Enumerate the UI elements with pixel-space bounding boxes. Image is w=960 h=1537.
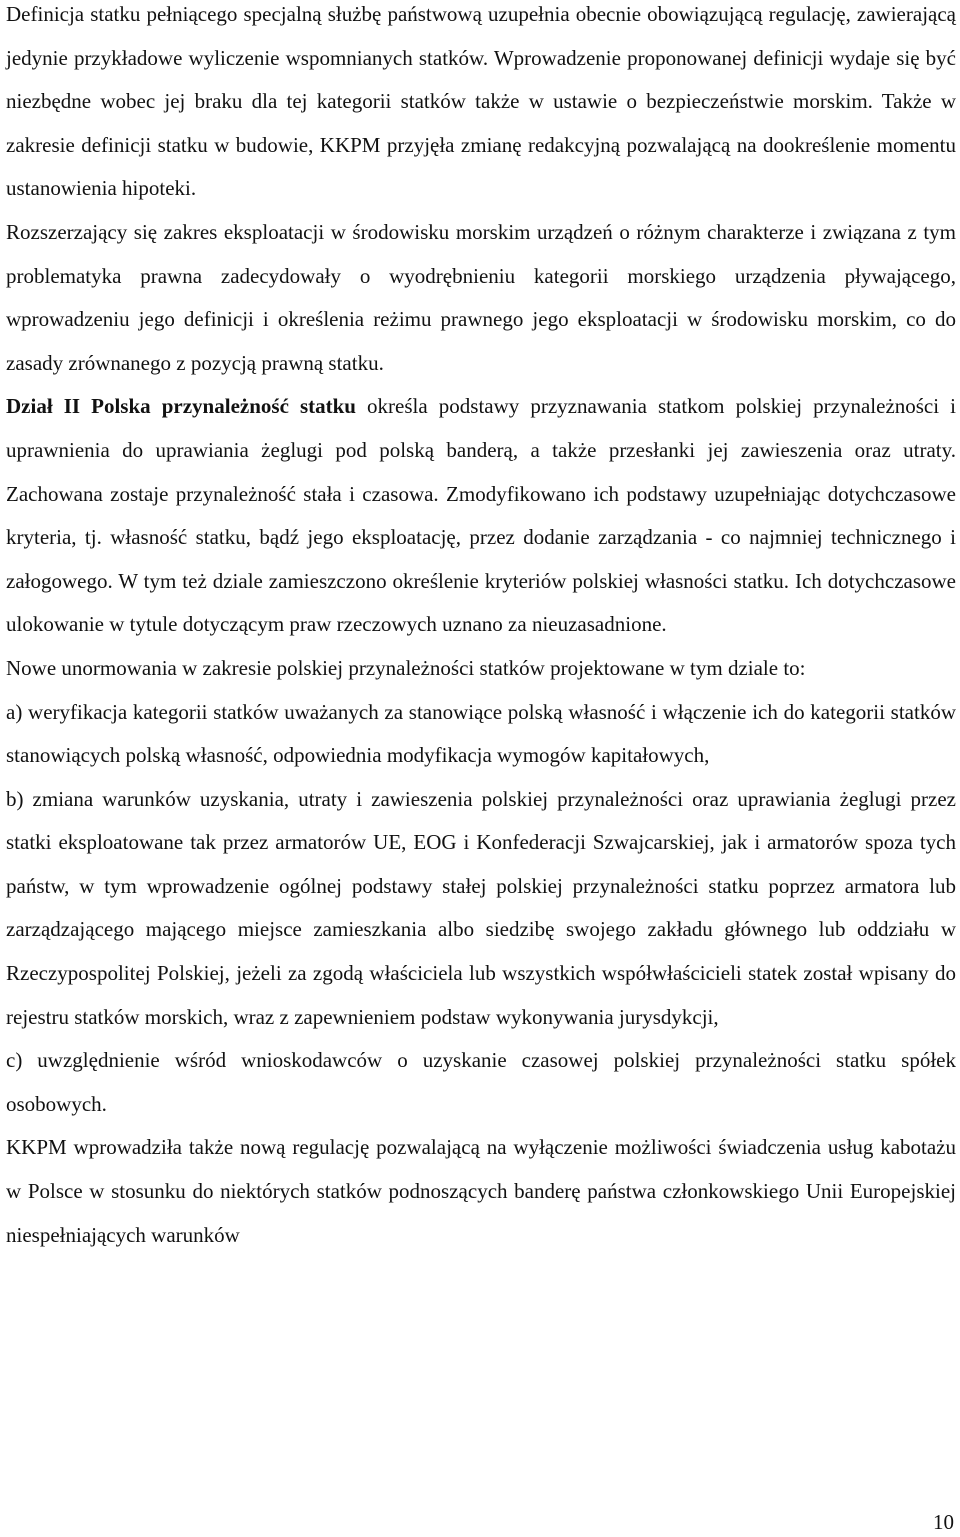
- paragraph-section-ii: [6, 385, 956, 647]
- section-heading: Dział II Polska przynależność statku: [6, 394, 356, 419]
- list-item-c: c) uwzględnienie wśród wnioskodawców o uzyskanie czasowej polskiej przynależności statku spółek osobowych.: [6, 1048, 956, 1116]
- page-number: 10: [933, 1510, 954, 1534]
- paragraph-special-service-ship: Definicja statku pełniącego specjalną służbę państwową uzupełnia obecnie obowiązującą regulację, zawierającą jedynie przykładowe wyliczenie wspomnianych statków. Wprowadzenie proponowanej definicji wydaje się być niezbędne wobec jej braku dla tej kategorii statków także w ustawie o bezpieczeństwie morskim. Także w zakresie definicji statku w budowie, KKPM przyjęła zmianę redakcyjną pozwalającą na dookreślenie momentu ustanowienia hipoteki.: [6, 2, 956, 201]
- list-item-a: a) weryfikacja kategorii statków uważanych za stanowiące polską własność i włączenie ich do kategorii statków stanowiących polską własność, odpowiednia modyfikacja wymogów kapitałowych,: [6, 699, 956, 768]
- list-item-b: b) zmiana warunków uzyskania, utraty i zawieszenia polskiej przynależności oraz uprawiania żeglugi przez statki eksploatowane tak przez armatorów UE, EOG i Konfederacji Szwajcarskiej, jak i armatorów spoza tych państw, w tym wprowadzenie ogólnej podstawy stałej polskiej przynależności statku poprzez armatora lub zarządzającego mającego miejsce zamieszkania albo siedzibę swojego zakładu głównego lub oddziału w Rzeczypospolitej Polskiej, jeżeli za zgodą właściciela lub wszystkich współwłaścicieli statek został wpisany do rejestru statków morskich, wraz z zapewnieniem podstaw wykonywania jurysdykcji,: [6, 786, 956, 1029]
- section-ii-text: określa podstawy przyznawania statkom polskiej przynależności i uprawnienia do uprawiania żeglugi pod polską banderą, a także przesłanki jej zawieszenia oraz utraty. Zachowana zostaje przynależność stała i czasowa. Zmodyfikowano ich podstawy uzupełniając dotychczasowe kryteria, tj. własność statku, bądź jego eksploatację, przez dodanie zarządzania - co najmniej technicznego i załogowego. W tym też dziale zamieszczono określenie kryteriów polskiej własności statku. Ich dotychczasowe ulokowanie w tytule dotyczącym praw rzeczowych uznano za nieuzasadnione.: [6, 394, 956, 637]
- paragraph-cabotage: KKPM wprowadziła także nową regulację pozwalającą na wyłączenie możliwości świadczenia usług kabotażu w Polsce w stosunku do niektórych statków podnoszących banderę państwa członkowskiego Unii Europejskiej niespełniających warunków: [6, 1135, 956, 1247]
- paragraph-marine-floating-device: Rozszerzający się zakres eksploatacji w środowisku morskim urządzeń o różnym charakterze i związana z tym problematyka prawna zadecydowały o wyodrębnieniu kategorii morskiego urządzenia pływającego, wprowadzeniu jego definicji i określenia reżimu prawnego jego eksploatacji w środowisku morskim, co do zasady zrównanego z pozycją prawną statku.: [6, 219, 956, 375]
- document-body: [6, 0, 956, 1257]
- paragraph-new-regulations-intro: Nowe unormowania w zakresie polskiej przynależności statków projektowane w tym dziale to:: [6, 655, 806, 680]
